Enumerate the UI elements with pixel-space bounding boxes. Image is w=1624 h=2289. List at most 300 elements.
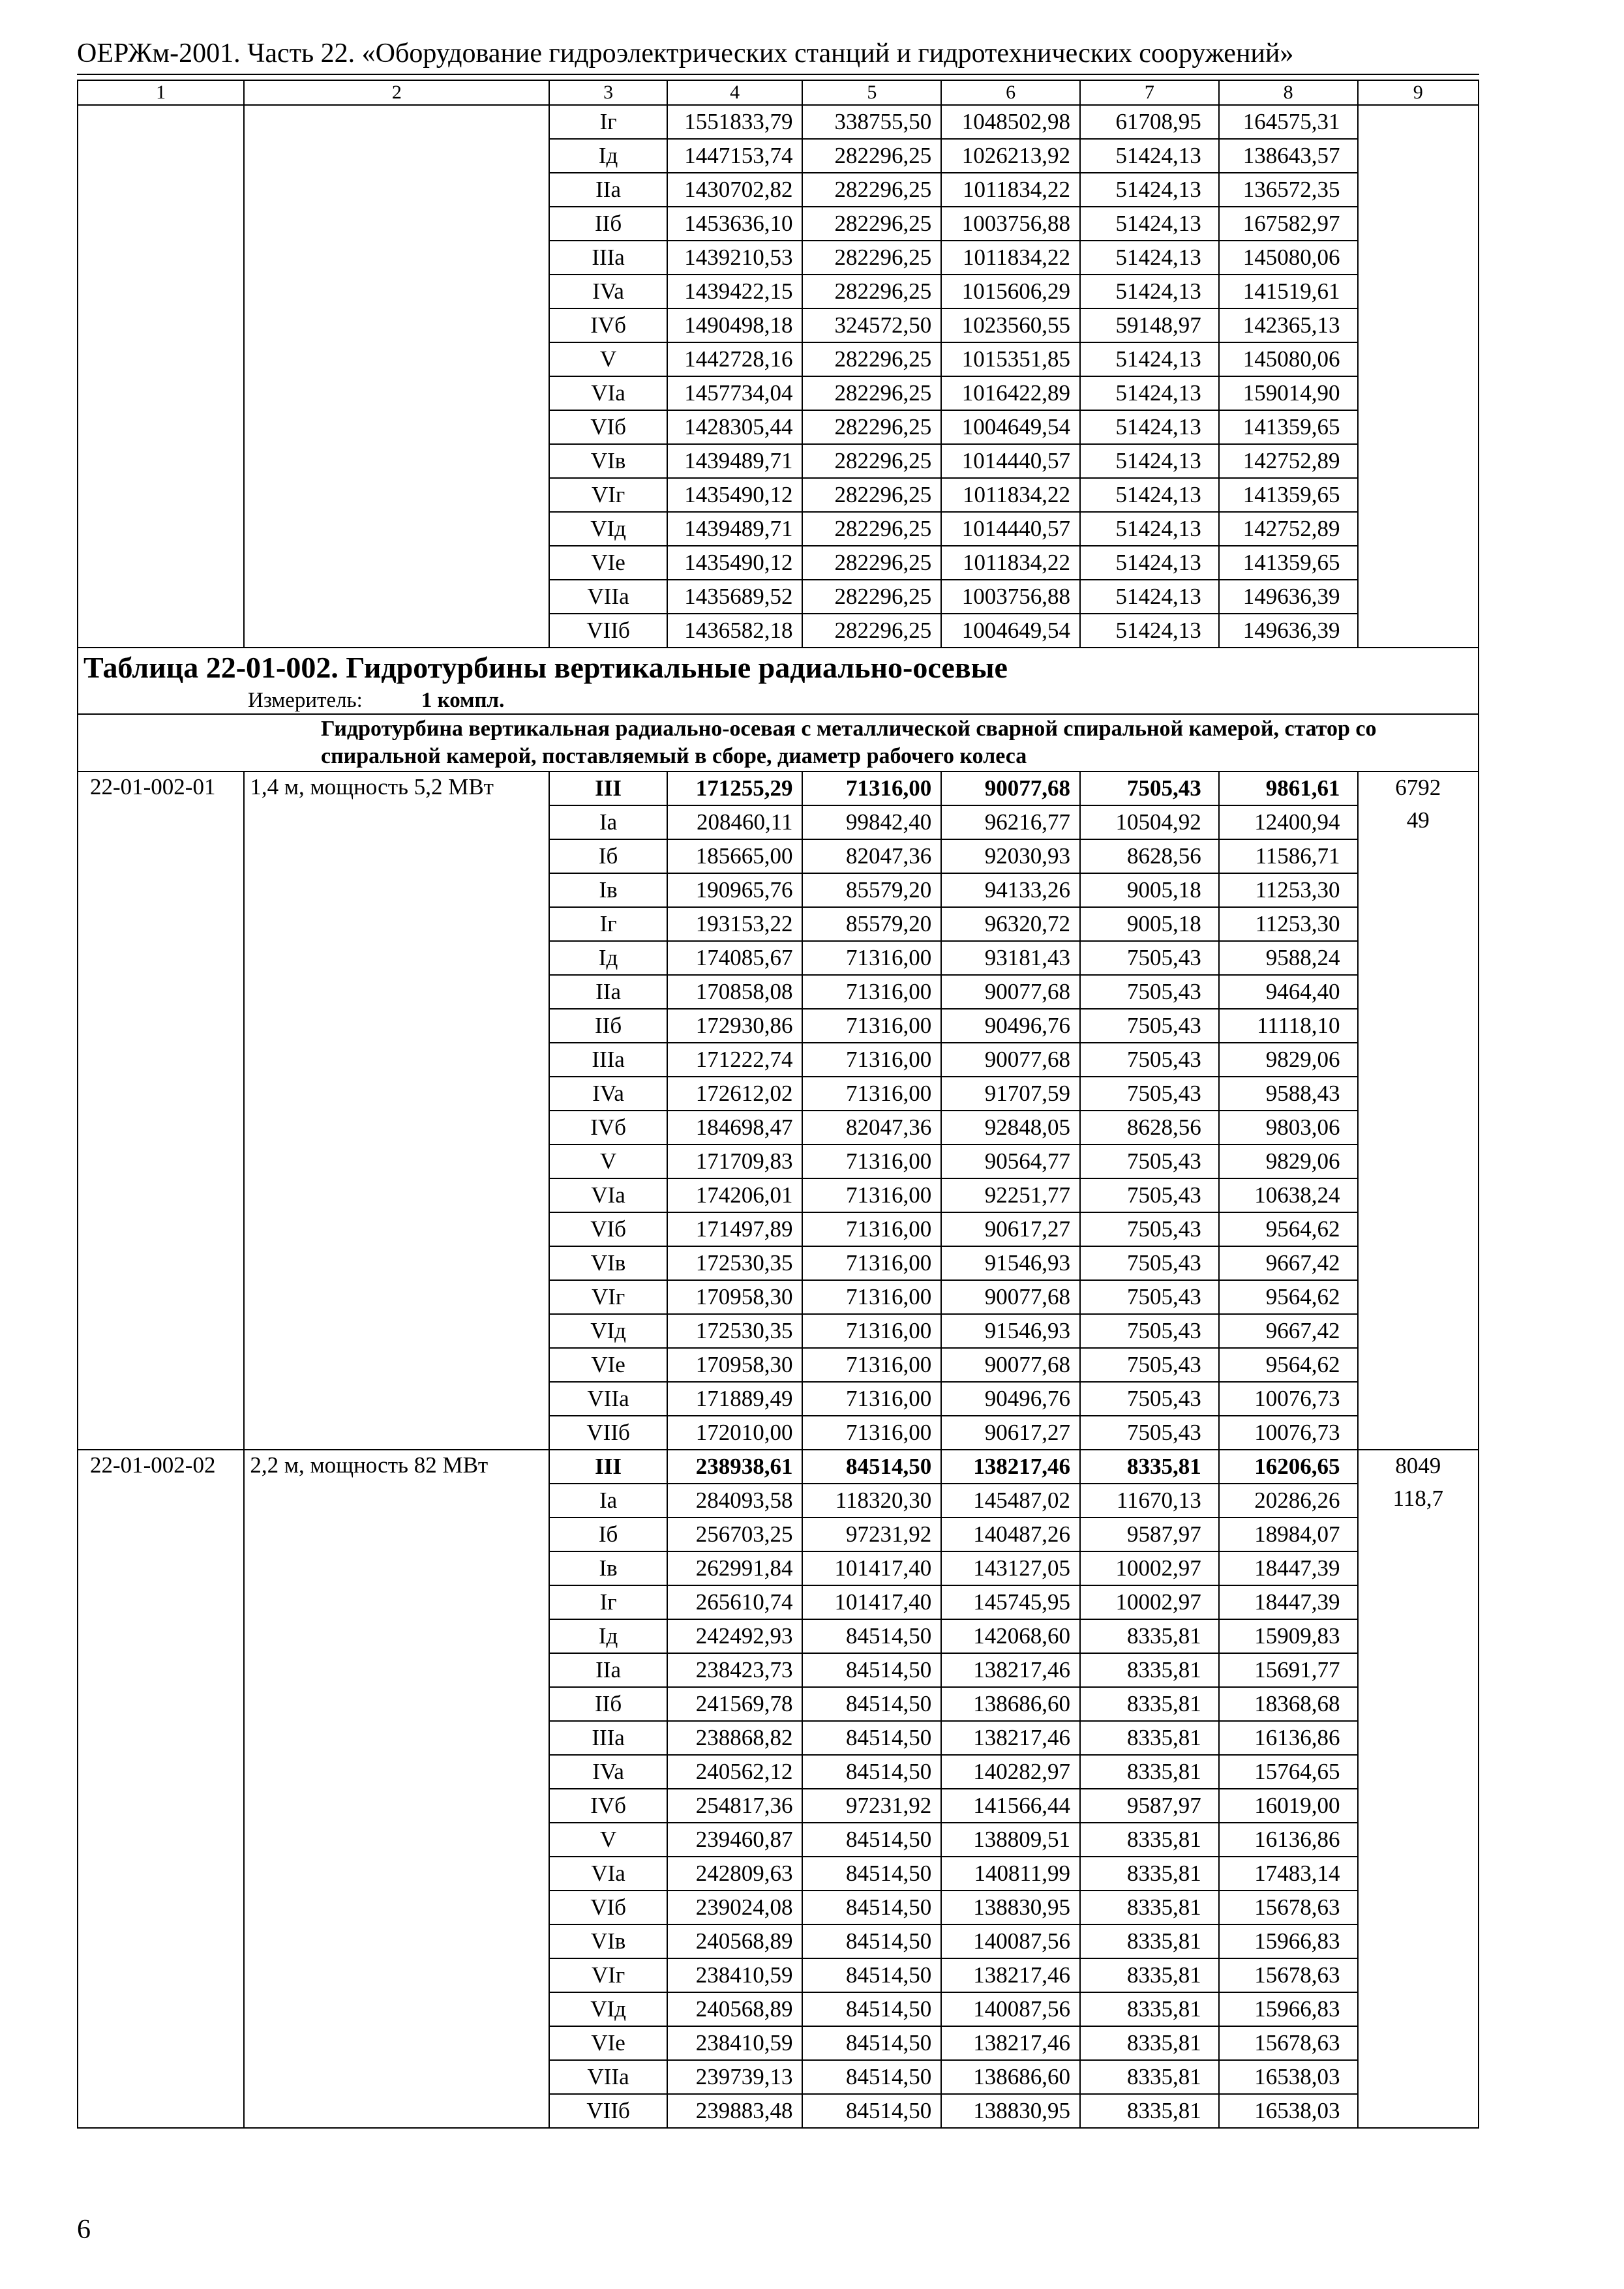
value-cell: 1435490,12 bbox=[667, 546, 803, 580]
value-cell: 51424,13 bbox=[1080, 614, 1219, 648]
zone-cell: V bbox=[549, 1823, 667, 1857]
value-cell: 138830,95 bbox=[941, 1891, 1080, 1924]
code-cell bbox=[78, 105, 244, 648]
value-cell: 10076,73 bbox=[1219, 1382, 1358, 1416]
value-cell: 92030,93 bbox=[941, 839, 1080, 873]
zone-cell: V bbox=[549, 342, 667, 376]
value-cell: 12400,94 bbox=[1219, 805, 1358, 839]
value-cell: 1011834,22 bbox=[941, 546, 1080, 580]
value-cell: 15909,83 bbox=[1219, 1619, 1358, 1653]
zone-cell: VIг bbox=[549, 478, 667, 512]
value-cell: 138217,46 bbox=[941, 1450, 1080, 1484]
zone-cell: IIIa bbox=[549, 1721, 667, 1755]
value-cell: 7505,43 bbox=[1080, 1043, 1219, 1077]
value-cell: 1453636,10 bbox=[667, 207, 803, 241]
value-cell: 71316,00 bbox=[802, 1348, 941, 1382]
value-cell: 91546,93 bbox=[941, 1314, 1080, 1348]
zone-cell: IIIa bbox=[549, 1043, 667, 1077]
zone-cell: VIIб bbox=[549, 614, 667, 648]
col9-value: 8049 bbox=[1395, 1453, 1441, 1478]
value-cell: 9667,42 bbox=[1219, 1246, 1358, 1280]
value-cell: 16019,00 bbox=[1219, 1789, 1358, 1823]
value-cell: 265610,74 bbox=[667, 1585, 803, 1619]
table-row bbox=[78, 771, 1479, 805]
value-cell: 7505,43 bbox=[1080, 1178, 1219, 1212]
value-cell: 171709,83 bbox=[667, 1144, 803, 1178]
value-cell: 16538,03 bbox=[1219, 2094, 1358, 2128]
zone-cell: Iг bbox=[549, 1585, 667, 1619]
value-cell: 16538,03 bbox=[1219, 2060, 1358, 2094]
page-header: ОЕРЖм-2001. Часть 22. «Оборудование гидроэлектрических станций и гидротехнических сооружений» bbox=[77, 38, 1294, 68]
value-cell: 338755,50 bbox=[802, 105, 941, 139]
value-cell: 140487,26 bbox=[941, 1518, 1080, 1551]
value-cell: 174206,01 bbox=[667, 1178, 803, 1212]
value-cell: 51424,13 bbox=[1080, 275, 1219, 308]
value-cell: 15966,83 bbox=[1219, 1992, 1358, 2026]
zone-cell: V bbox=[549, 1144, 667, 1178]
value-cell: 172010,00 bbox=[667, 1416, 803, 1450]
value-cell: 7505,43 bbox=[1080, 771, 1219, 805]
value-cell: 16206,65 bbox=[1219, 1450, 1358, 1484]
zone-cell: IIб bbox=[549, 1009, 667, 1043]
value-cell: 84514,50 bbox=[802, 2026, 941, 2060]
value-cell: 7505,43 bbox=[1080, 1246, 1219, 1280]
zone-cell: VIв bbox=[549, 1924, 667, 1958]
value-cell: 140087,56 bbox=[941, 1924, 1080, 1958]
value-cell: 164575,31 bbox=[1219, 105, 1358, 139]
value-cell: 282296,25 bbox=[802, 376, 941, 410]
value-cell: 71316,00 bbox=[802, 1009, 941, 1043]
value-cell: 142068,60 bbox=[941, 1619, 1080, 1653]
value-cell: 94133,26 bbox=[941, 873, 1080, 907]
value-cell: 18447,39 bbox=[1219, 1551, 1358, 1585]
value-cell: 138217,46 bbox=[941, 2026, 1080, 2060]
value-cell: 1023560,55 bbox=[941, 308, 1080, 342]
value-cell: 71316,00 bbox=[802, 1077, 941, 1111]
value-cell: 141359,65 bbox=[1219, 546, 1358, 580]
value-cell: 1439489,71 bbox=[667, 444, 803, 478]
value-cell: 238410,59 bbox=[667, 1958, 803, 1992]
value-cell: 7505,43 bbox=[1080, 1009, 1219, 1043]
value-cell: 9564,62 bbox=[1219, 1348, 1358, 1382]
value-cell: 9564,62 bbox=[1219, 1212, 1358, 1246]
value-cell: 51424,13 bbox=[1080, 546, 1219, 580]
value-cell: 7505,43 bbox=[1080, 1382, 1219, 1416]
value-cell: 149636,39 bbox=[1219, 614, 1358, 648]
value-cell: 282296,25 bbox=[802, 546, 941, 580]
zone-cell: Iг bbox=[549, 105, 667, 139]
value-cell: 15678,63 bbox=[1219, 1958, 1358, 1992]
value-cell: 138686,60 bbox=[941, 1687, 1080, 1721]
value-cell: 93181,43 bbox=[941, 941, 1080, 975]
value-cell: 1439489,71 bbox=[667, 512, 803, 546]
zone-cell: Iг bbox=[549, 907, 667, 941]
unit-label: Измеритель: bbox=[248, 689, 363, 712]
value-cell: 1026213,92 bbox=[941, 139, 1080, 173]
zone-cell: IVб bbox=[549, 1789, 667, 1823]
value-cell: 8335,81 bbox=[1080, 2094, 1219, 2128]
value-cell: 90496,76 bbox=[941, 1382, 1080, 1416]
zone-cell: IIa bbox=[549, 1653, 667, 1687]
value-cell: 1003756,88 bbox=[941, 207, 1080, 241]
page-number: 6 bbox=[77, 2215, 91, 2245]
value-cell: 1439422,15 bbox=[667, 275, 803, 308]
value-cell: 1003756,88 bbox=[941, 580, 1080, 614]
zone-cell: Iд bbox=[549, 1619, 667, 1653]
value-cell: 138830,95 bbox=[941, 2094, 1080, 2128]
value-cell: 138217,46 bbox=[941, 1653, 1080, 1687]
value-cell: 140087,56 bbox=[941, 1992, 1080, 2026]
zone-cell: IIб bbox=[549, 1687, 667, 1721]
value-cell: 71316,00 bbox=[802, 1144, 941, 1178]
value-cell: 9005,18 bbox=[1080, 907, 1219, 941]
value-cell: 90077,68 bbox=[941, 1348, 1080, 1382]
value-cell: 10002,97 bbox=[1080, 1585, 1219, 1619]
zone-cell: IVб bbox=[549, 1111, 667, 1144]
value-cell: 11118,10 bbox=[1219, 1009, 1358, 1043]
zone-cell: VIб bbox=[549, 1891, 667, 1924]
value-cell: 18447,39 bbox=[1219, 1585, 1358, 1619]
value-cell: 142752,89 bbox=[1219, 512, 1358, 546]
value-cell: 171222,74 bbox=[667, 1043, 803, 1077]
value-cell: 208460,11 bbox=[667, 805, 803, 839]
value-cell: 1551833,79 bbox=[667, 105, 803, 139]
value-cell: 91546,93 bbox=[941, 1246, 1080, 1280]
value-cell: 282296,25 bbox=[802, 580, 941, 614]
value-cell: 1011834,22 bbox=[941, 478, 1080, 512]
value-cell: 145080,06 bbox=[1219, 241, 1358, 275]
value-cell: 1442728,16 bbox=[667, 342, 803, 376]
zone-cell: III bbox=[549, 771, 667, 805]
value-cell: 51424,13 bbox=[1080, 580, 1219, 614]
value-cell: 1011834,22 bbox=[941, 173, 1080, 207]
zone-cell: IIa bbox=[549, 173, 667, 207]
value-cell: 8628,56 bbox=[1080, 839, 1219, 873]
value-cell: 1016422,89 bbox=[941, 376, 1080, 410]
value-cell: 84514,50 bbox=[802, 1721, 941, 1755]
table-row bbox=[78, 105, 1479, 139]
value-cell: 18984,07 bbox=[1219, 1518, 1358, 1551]
zone-cell: VIIa bbox=[549, 2060, 667, 2094]
value-cell: 1436582,18 bbox=[667, 614, 803, 648]
col9-value: 6792 bbox=[1395, 775, 1441, 800]
value-cell: 118320,30 bbox=[802, 1484, 941, 1518]
value-cell: 284093,58 bbox=[667, 1484, 803, 1518]
value-cell: 10076,73 bbox=[1219, 1416, 1358, 1450]
item-description: 1,4 м, мощность 5,2 МВт bbox=[244, 771, 549, 1450]
value-cell: 9829,06 bbox=[1219, 1144, 1358, 1178]
value-cell: 8335,81 bbox=[1080, 2060, 1219, 2094]
value-cell: 7505,43 bbox=[1080, 1314, 1219, 1348]
value-cell: 282296,25 bbox=[802, 410, 941, 444]
value-cell: 8335,81 bbox=[1080, 1924, 1219, 1958]
value-cell: 282296,25 bbox=[802, 275, 941, 308]
value-cell: 51424,13 bbox=[1080, 342, 1219, 376]
value-cell: 184698,47 bbox=[667, 1111, 803, 1144]
value-cell: 7505,43 bbox=[1080, 1212, 1219, 1246]
value-cell: 9587,97 bbox=[1080, 1789, 1219, 1823]
value-cell: 90077,68 bbox=[941, 1043, 1080, 1077]
value-cell: 51424,13 bbox=[1080, 207, 1219, 241]
value-cell: 190965,76 bbox=[667, 873, 803, 907]
value-cell: 141566,44 bbox=[941, 1789, 1080, 1823]
value-cell: 84514,50 bbox=[802, 1450, 941, 1484]
column-number: 2 bbox=[244, 80, 549, 105]
value-cell: 171889,49 bbox=[667, 1382, 803, 1416]
value-cell: 170958,30 bbox=[667, 1348, 803, 1382]
value-cell: 282296,25 bbox=[802, 614, 941, 648]
value-cell: 240568,89 bbox=[667, 1992, 803, 2026]
zone-cell: VIIa bbox=[549, 1382, 667, 1416]
zone-cell: Iв bbox=[549, 873, 667, 907]
group-description: Гидротурбина вертикальная радиально-осевая с металлической сварной спиральной камерой, статор со спиральной камерой, поставляемый в сборе, диаметр рабочего колеса bbox=[78, 714, 1479, 771]
zone-cell: VIд bbox=[549, 512, 667, 546]
col9-value: 118,7 bbox=[1392, 1486, 1443, 1511]
value-cell: 84514,50 bbox=[802, 1823, 941, 1857]
value-cell: 1430702,82 bbox=[667, 173, 803, 207]
table-title-row bbox=[78, 648, 1479, 687]
zone-cell: VIIб bbox=[549, 2094, 667, 2128]
value-cell: 11253,30 bbox=[1219, 873, 1358, 907]
value-cell: 8335,81 bbox=[1080, 1823, 1219, 1857]
zone-cell: Iд bbox=[549, 941, 667, 975]
value-cell: 138643,57 bbox=[1219, 139, 1358, 173]
value-cell: 11586,71 bbox=[1219, 839, 1358, 873]
value-cell: 238423,73 bbox=[667, 1653, 803, 1687]
table-title: Таблица 22-01-002. Гидротурбины вертикальные радиально-осевые bbox=[78, 648, 1479, 687]
zone-cell: Ia bbox=[549, 805, 667, 839]
col9-value: 49 bbox=[1406, 807, 1430, 833]
value-cell: 7505,43 bbox=[1080, 1144, 1219, 1178]
zone-cell: IVб bbox=[549, 308, 667, 342]
item-col9 bbox=[1358, 771, 1479, 1450]
value-cell: 239883,48 bbox=[667, 2094, 803, 2128]
value-cell: 1015606,29 bbox=[941, 275, 1080, 308]
value-cell: 101417,40 bbox=[802, 1551, 941, 1585]
value-cell: 96320,72 bbox=[941, 907, 1080, 941]
value-cell: 61708,95 bbox=[1080, 105, 1219, 139]
value-cell: 90496,76 bbox=[941, 1009, 1080, 1043]
zone-cell: VIв bbox=[549, 444, 667, 478]
value-cell: 171255,29 bbox=[667, 771, 803, 805]
zone-cell: IVa bbox=[549, 1755, 667, 1789]
value-cell: 9588,43 bbox=[1219, 1077, 1358, 1111]
unit-row bbox=[78, 687, 1479, 714]
value-cell: 1435490,12 bbox=[667, 478, 803, 512]
column-number: 4 bbox=[667, 80, 803, 105]
header-rule bbox=[77, 74, 1479, 75]
value-cell: 8628,56 bbox=[1080, 1111, 1219, 1144]
value-cell: 82047,36 bbox=[802, 839, 941, 873]
value-cell: 59148,97 bbox=[1080, 308, 1219, 342]
zone-cell: VIe bbox=[549, 2026, 667, 2060]
value-cell: 84514,50 bbox=[802, 1687, 941, 1721]
column-number: 5 bbox=[802, 80, 941, 105]
value-cell: 84514,50 bbox=[802, 1857, 941, 1891]
value-cell: 85579,20 bbox=[802, 873, 941, 907]
value-cell: 8335,81 bbox=[1080, 1755, 1219, 1789]
zone-cell: Iб bbox=[549, 839, 667, 873]
item-description: 2,2 м, мощность 82 МВт bbox=[244, 1450, 549, 2128]
value-cell: 71316,00 bbox=[802, 975, 941, 1009]
value-cell: 9861,61 bbox=[1219, 771, 1358, 805]
item-code: 22-01-002-01 bbox=[78, 771, 244, 1450]
value-cell: 141519,61 bbox=[1219, 275, 1358, 308]
zone-cell: IVa bbox=[549, 1077, 667, 1111]
zone-cell: IIa bbox=[549, 975, 667, 1009]
value-cell: 101417,40 bbox=[802, 1585, 941, 1619]
value-cell: 10638,24 bbox=[1219, 1178, 1358, 1212]
value-cell: 136572,35 bbox=[1219, 173, 1358, 207]
zone-cell: IIб bbox=[549, 207, 667, 241]
value-cell: 7505,43 bbox=[1080, 1280, 1219, 1314]
value-cell: 10002,97 bbox=[1080, 1551, 1219, 1585]
value-cell: 10504,92 bbox=[1080, 805, 1219, 839]
value-cell: 90077,68 bbox=[941, 975, 1080, 1009]
value-cell: 51424,13 bbox=[1080, 173, 1219, 207]
value-cell: 1048502,98 bbox=[941, 105, 1080, 139]
value-cell: 140282,97 bbox=[941, 1755, 1080, 1789]
value-cell: 71316,00 bbox=[802, 1246, 941, 1280]
value-cell: 84514,50 bbox=[802, 1958, 941, 1992]
value-cell: 8335,81 bbox=[1080, 1450, 1219, 1484]
value-cell: 142365,13 bbox=[1219, 308, 1358, 342]
value-cell: 241569,78 bbox=[667, 1687, 803, 1721]
column-number: 3 bbox=[549, 80, 667, 105]
value-cell: 174085,67 bbox=[667, 941, 803, 975]
value-cell: 143127,05 bbox=[941, 1551, 1080, 1585]
value-cell: 51424,13 bbox=[1080, 410, 1219, 444]
value-cell: 145745,95 bbox=[941, 1585, 1080, 1619]
value-cell: 1004649,54 bbox=[941, 614, 1080, 648]
value-cell: 18368,68 bbox=[1219, 1687, 1358, 1721]
value-cell: 282296,25 bbox=[802, 173, 941, 207]
value-cell: 8335,81 bbox=[1080, 1653, 1219, 1687]
zone-cell: VIIб bbox=[549, 1416, 667, 1450]
value-cell: 71316,00 bbox=[802, 941, 941, 975]
value-cell: 84514,50 bbox=[802, 1755, 941, 1789]
value-cell: 282296,25 bbox=[802, 444, 941, 478]
column-number: 9 bbox=[1358, 80, 1479, 105]
zone-cell: Iд bbox=[549, 139, 667, 173]
item-code: 22-01-002-02 bbox=[78, 1450, 244, 2128]
value-cell: 138809,51 bbox=[941, 1823, 1080, 1857]
zone-cell: VIe bbox=[549, 546, 667, 580]
value-cell: 15678,63 bbox=[1219, 2026, 1358, 2060]
value-cell: 1447153,74 bbox=[667, 139, 803, 173]
value-cell: 8335,81 bbox=[1080, 1721, 1219, 1755]
value-cell: 138217,46 bbox=[941, 1721, 1080, 1755]
col9-cell bbox=[1358, 105, 1479, 648]
column-number: 8 bbox=[1219, 80, 1358, 105]
value-cell: 51424,13 bbox=[1080, 241, 1219, 275]
value-cell: 140811,99 bbox=[941, 1857, 1080, 1891]
value-cell: 7505,43 bbox=[1080, 1348, 1219, 1382]
value-cell: 1004649,54 bbox=[941, 410, 1080, 444]
value-cell: 71316,00 bbox=[802, 1212, 941, 1246]
value-cell: 172530,35 bbox=[667, 1314, 803, 1348]
value-cell: 9005,18 bbox=[1080, 873, 1219, 907]
value-cell: 9464,40 bbox=[1219, 975, 1358, 1009]
value-cell: 142752,89 bbox=[1219, 444, 1358, 478]
value-cell: 282296,25 bbox=[802, 342, 941, 376]
zone-cell: VIг bbox=[549, 1280, 667, 1314]
price-table bbox=[77, 80, 1479, 2129]
value-cell: 254817,36 bbox=[667, 1789, 803, 1823]
value-cell: 84514,50 bbox=[802, 1619, 941, 1653]
value-cell: 82047,36 bbox=[802, 1111, 941, 1144]
value-cell: 282296,25 bbox=[802, 139, 941, 173]
value-cell: 71316,00 bbox=[802, 1416, 941, 1450]
value-cell: 171497,89 bbox=[667, 1212, 803, 1246]
column-number: 7 bbox=[1080, 80, 1219, 105]
zone-cell: VIд bbox=[549, 1314, 667, 1348]
value-cell: 1015351,85 bbox=[941, 342, 1080, 376]
zone-cell: Iб bbox=[549, 1518, 667, 1551]
value-cell: 193153,22 bbox=[667, 907, 803, 941]
value-cell: 90617,27 bbox=[941, 1416, 1080, 1450]
value-cell: 11670,13 bbox=[1080, 1484, 1219, 1518]
value-cell: 71316,00 bbox=[802, 1178, 941, 1212]
value-cell: 238938,61 bbox=[667, 1450, 803, 1484]
value-cell: 97231,92 bbox=[802, 1789, 941, 1823]
value-cell: 145080,06 bbox=[1219, 342, 1358, 376]
value-cell: 282296,25 bbox=[802, 207, 941, 241]
value-cell: 242492,93 bbox=[667, 1619, 803, 1653]
value-cell: 51424,13 bbox=[1080, 444, 1219, 478]
value-cell: 9587,97 bbox=[1080, 1518, 1219, 1551]
item-col9 bbox=[1358, 1450, 1479, 2128]
value-cell: 262991,84 bbox=[667, 1551, 803, 1585]
value-cell: 96216,77 bbox=[941, 805, 1080, 839]
value-cell: 9564,62 bbox=[1219, 1280, 1358, 1314]
value-cell: 149636,39 bbox=[1219, 580, 1358, 614]
value-cell: 238410,59 bbox=[667, 2026, 803, 2060]
value-cell: 51424,13 bbox=[1080, 376, 1219, 410]
zone-cell: VIг bbox=[549, 1958, 667, 1992]
value-cell: 172530,35 bbox=[667, 1246, 803, 1280]
value-cell: 1490498,18 bbox=[667, 308, 803, 342]
value-cell: 15966,83 bbox=[1219, 1924, 1358, 1958]
value-cell: 90077,68 bbox=[941, 771, 1080, 805]
unit-cell bbox=[78, 687, 1479, 714]
value-cell: 90564,77 bbox=[941, 1144, 1080, 1178]
value-cell: 282296,25 bbox=[802, 241, 941, 275]
value-cell: 170858,08 bbox=[667, 975, 803, 1009]
zone-cell: VIв bbox=[549, 1246, 667, 1280]
value-cell: 92848,05 bbox=[941, 1111, 1080, 1144]
value-cell: 71316,00 bbox=[802, 771, 941, 805]
value-cell: 1014440,57 bbox=[941, 512, 1080, 546]
value-cell: 1011834,22 bbox=[941, 241, 1080, 275]
value-cell: 84514,50 bbox=[802, 1924, 941, 1958]
value-cell: 71316,00 bbox=[802, 1382, 941, 1416]
value-cell: 9588,24 bbox=[1219, 941, 1358, 975]
table-body bbox=[78, 80, 1479, 2128]
value-cell: 11253,30 bbox=[1219, 907, 1358, 941]
zone-cell: VIa bbox=[549, 376, 667, 410]
value-cell: 324572,50 bbox=[802, 308, 941, 342]
value-cell: 9803,06 bbox=[1219, 1111, 1358, 1144]
value-cell: 7505,43 bbox=[1080, 975, 1219, 1009]
zone-cell: VIд bbox=[549, 1992, 667, 2026]
value-cell: 15678,63 bbox=[1219, 1891, 1358, 1924]
value-cell: 16136,86 bbox=[1219, 1721, 1358, 1755]
zone-cell: VIe bbox=[549, 1348, 667, 1382]
zone-cell: VIб bbox=[549, 410, 667, 444]
value-cell: 84514,50 bbox=[802, 1992, 941, 2026]
zone-cell: Iв bbox=[549, 1551, 667, 1585]
